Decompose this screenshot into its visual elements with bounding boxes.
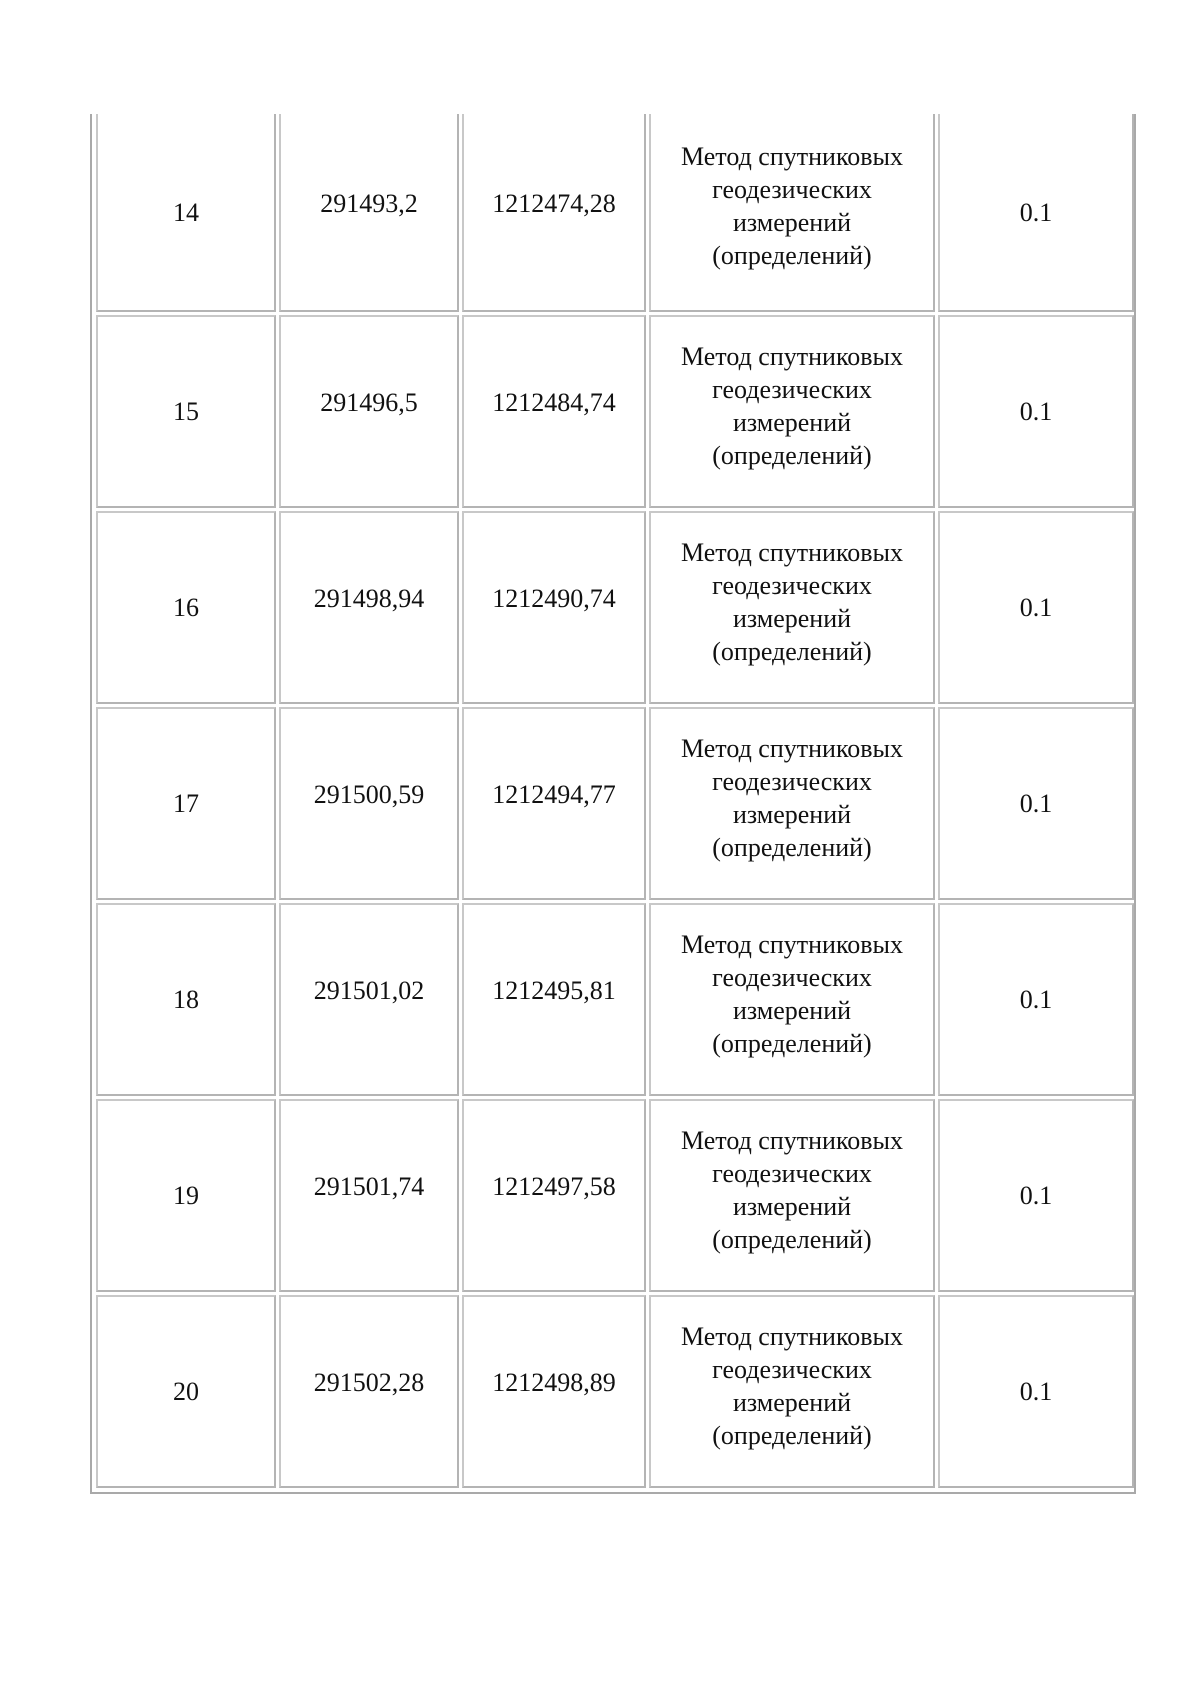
method-cell — [649, 315, 935, 508]
y-coordinate-cell — [462, 315, 646, 508]
x-coordinate: 291493,2 — [320, 188, 418, 218]
method-text: Метод спутниковых геодезических измерений (определений) — [680, 1125, 903, 1254]
y-coordinate: 1212474,28 — [492, 188, 616, 218]
method-cell — [649, 903, 935, 1096]
y-coordinate: 1212490,74 — [492, 584, 616, 613]
error-value: 0.1 — [1019, 197, 1053, 227]
method-text: Метод спутниковых геодезических измерений (определений) — [680, 733, 903, 862]
method-text: Метод спутниковых геодезических измерений (определений) — [680, 929, 903, 1058]
x-coordinate: 291501,02 — [313, 976, 425, 1005]
method-text: Метод спутниковых геодезических измерений (определений) — [680, 537, 903, 666]
method-text: Метод спутниковых геодезических измерений (определений) — [680, 142, 903, 270]
x-coordinate: 291502,28 — [313, 1368, 425, 1397]
method-cell — [649, 511, 935, 704]
point-number: 16 — [173, 593, 199, 622]
x-coordinate-cell — [279, 1099, 459, 1292]
point-number-cell — [96, 1099, 276, 1292]
y-coordinate-cell — [462, 1295, 646, 1488]
method-cell — [649, 707, 935, 900]
point-number: 20 — [173, 1377, 199, 1406]
error-cell — [938, 1099, 1134, 1292]
table-row — [96, 1099, 1134, 1292]
point-number-cell — [96, 707, 276, 900]
coordinates-table-frame — [90, 114, 1136, 1494]
y-coordinate-cell — [462, 903, 646, 1096]
point-number: 15 — [173, 397, 199, 426]
x-coordinate-cell — [279, 1295, 459, 1488]
method-text: Метод спутниковых геодезических измерений (определений) — [680, 1321, 903, 1450]
x-coordinate: 291496,5 — [320, 388, 418, 417]
x-coordinate: 291501,74 — [313, 1172, 425, 1201]
method-cell — [649, 1099, 935, 1292]
point-number: 19 — [173, 1181, 199, 1210]
table-row — [96, 707, 1134, 900]
point-number: 18 — [173, 985, 199, 1014]
point-number-cell — [96, 315, 276, 508]
error-value: 0.1 — [1019, 789, 1053, 818]
error-cell — [938, 315, 1134, 508]
y-coordinate: 1212498,89 — [492, 1368, 616, 1397]
table-row — [96, 511, 1134, 704]
x-coordinate-cell — [279, 707, 459, 900]
point-number-cell — [96, 511, 276, 704]
error-cell — [938, 1295, 1134, 1488]
x-coordinate: 291500,59 — [313, 780, 425, 809]
error-cell — [938, 511, 1134, 704]
error-value: 0.1 — [1019, 397, 1053, 426]
x-coordinate-cell — [279, 511, 459, 704]
y-coordinate: 1212495,81 — [492, 976, 616, 1005]
error-value: 0.1 — [1019, 985, 1053, 1014]
error-value: 0.1 — [1019, 1377, 1053, 1406]
point-number: 17 — [173, 789, 199, 818]
table-row — [96, 114, 1134, 312]
point-number-cell — [96, 114, 276, 312]
coordinates-table — [93, 111, 1137, 1491]
method-text: Метод спутниковых геодезических измерений (определений) — [680, 341, 903, 470]
error-value: 0.1 — [1019, 593, 1053, 622]
y-coordinate-cell — [462, 114, 646, 312]
point-number: 14 — [173, 197, 199, 227]
table-row — [96, 315, 1134, 508]
error-cell — [938, 903, 1134, 1096]
x-coordinate-cell — [279, 114, 459, 312]
error-cell — [938, 114, 1134, 312]
x-coordinate: 291498,94 — [313, 584, 425, 613]
x-coordinate-cell — [279, 903, 459, 1096]
method-cell — [649, 1295, 935, 1488]
x-coordinate-cell — [279, 315, 459, 508]
y-coordinate: 1212494,77 — [492, 780, 616, 809]
method-cell — [649, 114, 935, 312]
table-row — [96, 903, 1134, 1096]
point-number-cell — [96, 1295, 276, 1488]
y-coordinate: 1212497,58 — [492, 1172, 616, 1201]
point-number-cell — [96, 903, 276, 1096]
y-coordinate: 1212484,74 — [492, 388, 616, 417]
y-coordinate-cell — [462, 1099, 646, 1292]
error-cell — [938, 707, 1134, 900]
table-row — [96, 1295, 1134, 1488]
y-coordinate-cell — [462, 707, 646, 900]
error-value: 0.1 — [1019, 1181, 1053, 1210]
y-coordinate-cell — [462, 511, 646, 704]
